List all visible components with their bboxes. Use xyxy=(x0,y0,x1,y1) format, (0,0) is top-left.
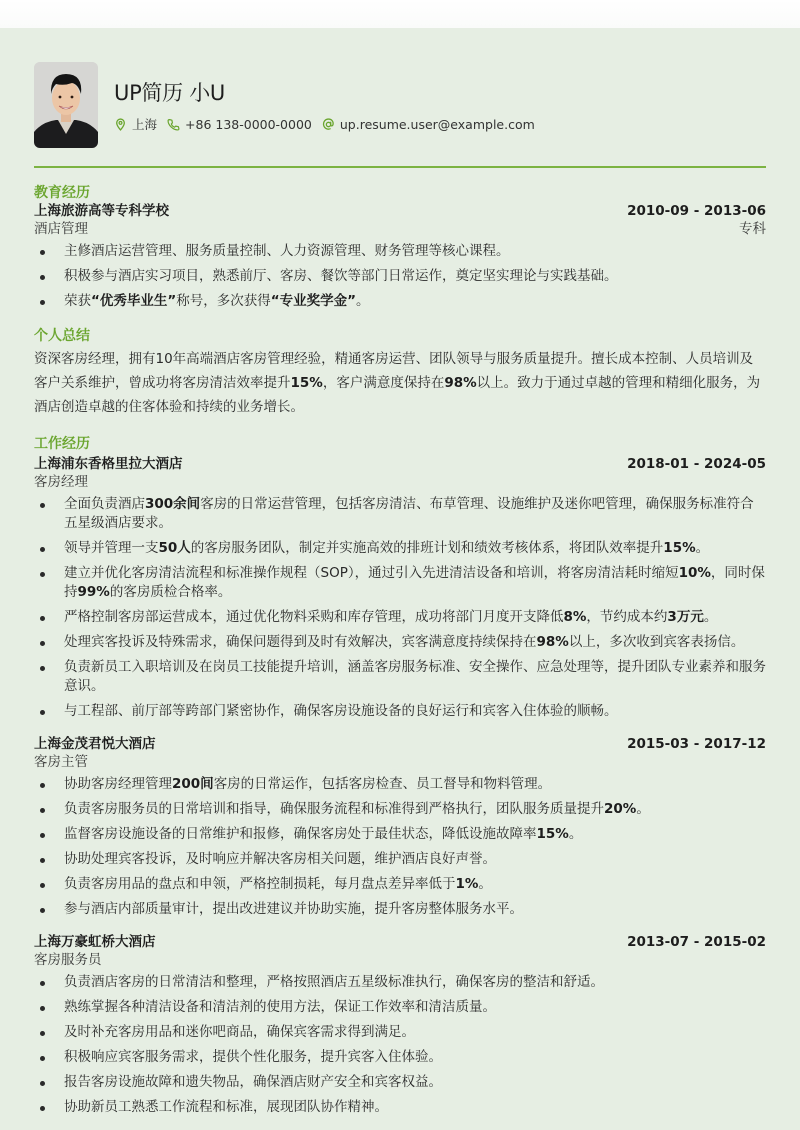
text-segment: 。 xyxy=(478,875,492,892)
job-entry xyxy=(34,455,766,721)
job-sub xyxy=(34,951,766,969)
highlight-text: 1% xyxy=(455,875,479,892)
text-segment: 协助处理宾客投诉，及时响应并解决客房相关问题，维护酒店良好声誉。 xyxy=(64,850,496,867)
location-text: 上海 xyxy=(132,117,158,132)
section-title-education: 教育经历 xyxy=(34,184,90,201)
bullet-item xyxy=(34,539,766,558)
highlight-text: 98% xyxy=(444,374,477,391)
bullet-item xyxy=(34,825,766,844)
text-segment: 荣获 xyxy=(64,292,91,309)
job-head xyxy=(34,735,766,753)
bullet-item xyxy=(34,998,766,1017)
job-role: 客房主管 xyxy=(34,753,88,770)
bullet-item xyxy=(34,1098,766,1117)
highlight-text: “专业奖学金” xyxy=(270,292,356,309)
highlight-text: 15% xyxy=(663,539,696,556)
job-role: 客房经理 xyxy=(34,473,88,490)
phone-text: +86 138-0000-0000 xyxy=(185,116,312,132)
bullet-item xyxy=(34,1073,766,1092)
bullet-item xyxy=(34,900,766,919)
education-bullets xyxy=(34,242,766,311)
bullet-item xyxy=(34,800,766,819)
bullet-item xyxy=(34,564,766,602)
bullet-item xyxy=(34,292,766,311)
location-pin-icon xyxy=(114,118,127,131)
text-segment: 的客房服务团队，制定并实施高效的排班计划和绩效考核体系，将团队效率提升 xyxy=(190,539,664,556)
text-segment: 建立并优化客房清洁流程和标准操作规程（SOP），通过引入先进清洁设备和培训，将客房清洁耗时缩短 xyxy=(64,564,679,581)
job-dates: 2015-03 - 2017-12 xyxy=(627,735,766,752)
text-segment: ，同时保持 xyxy=(64,564,765,600)
header-divider xyxy=(34,166,766,168)
text-segment: 主修酒店运营管理、服务质量控制、人力资源管理、财务管理等核心课程。 xyxy=(64,242,510,259)
text-segment: 积极响应宾客服务需求，提供个性化服务，提升宾客入住体验。 xyxy=(64,1048,442,1065)
text-segment: 协助客房经理管理 xyxy=(64,775,172,792)
major: 酒店管理 xyxy=(34,220,88,237)
job-head xyxy=(34,933,766,951)
highlight-text: 3万元 xyxy=(667,608,704,625)
text-segment: 积极参与酒店实习项目，熟悉前厅、客房、餐饮等部门日常运作，奠定坚实理论与实践基础。 xyxy=(64,267,618,284)
company-name: 上海万豪虹桥大酒店 xyxy=(34,933,156,950)
bullet-item xyxy=(34,658,766,696)
summary-text xyxy=(34,347,766,419)
education-section xyxy=(34,184,766,311)
school-name: 上海旅游高等专科学校 xyxy=(34,202,169,219)
highlight-text: 15% xyxy=(536,825,569,842)
text-segment: 监督客房设施设备的日常维护和报修，确保客房处于最佳状态，降低设施故障率 xyxy=(64,825,537,842)
bullet-item xyxy=(34,242,766,261)
contact-phone xyxy=(167,117,312,132)
work-section xyxy=(34,435,766,1117)
education-sub xyxy=(34,220,766,238)
text-segment: 参与酒店内部质量审计，提出改进建议并协助实施，提升客房整体服务水平。 xyxy=(64,900,523,917)
at-sign-icon xyxy=(322,118,335,131)
job-head xyxy=(34,455,766,473)
job-bullets xyxy=(34,973,766,1117)
highlight-text: 98% xyxy=(536,633,569,650)
job-dates: 2013-07 - 2015-02 xyxy=(627,933,766,950)
text-segment: 负责客房服务员的日常培训和指导，确保服务流程和标准得到严格执行，团队服务质量提升 xyxy=(64,800,604,817)
text-segment: 。 xyxy=(636,800,650,817)
job-bullets xyxy=(34,775,766,919)
job-sub xyxy=(34,473,766,491)
text-segment: 处理宾客投诉及特殊需求，确保问题得到及时有效解决，宾客满意度持续保持在 xyxy=(64,633,537,650)
highlight-text: 15% xyxy=(290,374,323,391)
highlight-text: 99% xyxy=(77,583,110,600)
section-title-summary: 个人总结 xyxy=(34,327,90,344)
text-segment: 资深客房经理，拥有10年高端酒店客房管理经验，精通客房运营、团队领导与服务质量提升。擅长成本控制、人员培训及客户关系维护，曾成功将客房清洁效率提升 xyxy=(34,350,754,391)
bullet-item xyxy=(34,608,766,627)
text-segment: 的客房质检合格率。 xyxy=(109,583,232,600)
candidate-name: UP简历 小U xyxy=(114,81,225,105)
text-segment: ，客户满意度保持在 xyxy=(322,374,445,391)
contact-location xyxy=(114,115,157,133)
avatar xyxy=(34,62,98,148)
text-segment: 领导并管理一支 xyxy=(64,539,159,556)
text-segment: 客房的日常运作，包括客房检查、员工督导和物料管理。 xyxy=(213,775,552,792)
highlight-text: 200间 xyxy=(172,775,214,792)
company-name: 上海浦东香格里拉大酒店 xyxy=(34,455,183,472)
bullet-item xyxy=(34,495,766,533)
bullet-item xyxy=(34,875,766,894)
avatar-portrait-icon xyxy=(34,62,98,148)
text-segment: 。 xyxy=(703,608,718,625)
highlight-text: 50人 xyxy=(158,539,191,556)
bullet-item xyxy=(34,775,766,794)
job-entry xyxy=(34,933,766,1117)
text-segment: 。 xyxy=(695,539,710,556)
company-name: 上海金茂君悦大酒店 xyxy=(34,735,156,752)
resume-header xyxy=(34,28,766,148)
highlight-text: 300余间 xyxy=(145,495,201,512)
text-segment: 客房的日常运营管理，包括客房清洁、布草管理、设施维护及迷你吧管理，确保服务标准符合五星级酒店要求。 xyxy=(64,495,754,531)
text-segment: 负责新员工入职培训及在岗员工技能提升培训，涵盖客房服务标准、安全操作、应急处理等，提升团队专业素养和服务意识。 xyxy=(64,658,766,694)
bullet-item xyxy=(34,633,766,652)
top-strip xyxy=(0,0,800,28)
text-segment: 以上，多次收到宾客表扬信。 xyxy=(568,633,745,650)
job-role: 客房服务员 xyxy=(34,951,102,968)
bullet-item xyxy=(34,702,766,721)
text-segment: 及时补充客房用品和迷你吧商品，确保宾客需求得到满足。 xyxy=(64,1023,415,1040)
text-segment: 熟练掌握各种清洁设备和清洁剂的使用方法，保证工作效率和清洁质量。 xyxy=(64,998,496,1015)
job-bullets xyxy=(34,495,766,721)
contact-email xyxy=(322,117,535,132)
text-segment: 称号，多次获得 xyxy=(176,292,271,309)
text-segment: ，节约成本约 xyxy=(586,608,668,625)
phone-icon xyxy=(167,118,180,131)
text-segment: 严格控制客房部运营成本，通过优化物料采购和库存管理，成功将部门月度开支降低 xyxy=(64,608,564,625)
job-entry xyxy=(34,735,766,919)
education-head xyxy=(34,202,766,220)
text-segment: 报告客房设施故障和遗失物品，确保酒店财产安全和宾客权益。 xyxy=(64,1073,442,1090)
highlight-text: 10% xyxy=(678,564,711,581)
text-segment: 。 xyxy=(356,292,370,309)
bullet-item xyxy=(34,267,766,286)
email-text: up.resume.user@example.com xyxy=(339,116,535,132)
text-segment: 。 xyxy=(568,825,583,842)
text-segment: 以上。致力于通过卓越的管理和精细化服务，为酒店创造卓越的住客体验和持续的业务增长。 xyxy=(34,374,761,415)
text-segment: 负责酒店客房的日常清洁和整理，严格按照酒店五星级标准执行，确保客房的整洁和舒适。 xyxy=(64,973,604,990)
section-title-work: 工作经历 xyxy=(34,435,90,452)
highlight-text: 8% xyxy=(563,608,587,625)
summary-section xyxy=(34,327,766,419)
highlight-text: “优秀毕业生” xyxy=(91,292,177,309)
text-segment: 与工程部、前厅部等跨部门紧密协作，确保客房设施设备的良好运行和宾客入住体验的顺畅。 xyxy=(64,702,618,719)
degree: 专科 xyxy=(739,220,766,237)
education-dates: 2010-09 - 2013-06 xyxy=(627,202,766,219)
text-segment: 负责客房用品的盘点和申领，严格控制损耗，每月盘点差异率低于 xyxy=(64,875,456,892)
bullet-item xyxy=(34,973,766,992)
job-sub xyxy=(34,753,766,771)
resume-page xyxy=(0,28,800,1130)
highlight-text: 20% xyxy=(604,800,637,817)
text-segment: 全面负责酒店 xyxy=(64,495,145,512)
bullet-item xyxy=(34,850,766,869)
contact-info xyxy=(114,115,545,133)
text-segment: 协助新员工熟悉工作流程和标准，展现团队协作精神。 xyxy=(64,1098,388,1115)
job-dates: 2018-01 - 2024-05 xyxy=(627,455,766,472)
bullet-item xyxy=(34,1048,766,1067)
bullet-item xyxy=(34,1023,766,1042)
